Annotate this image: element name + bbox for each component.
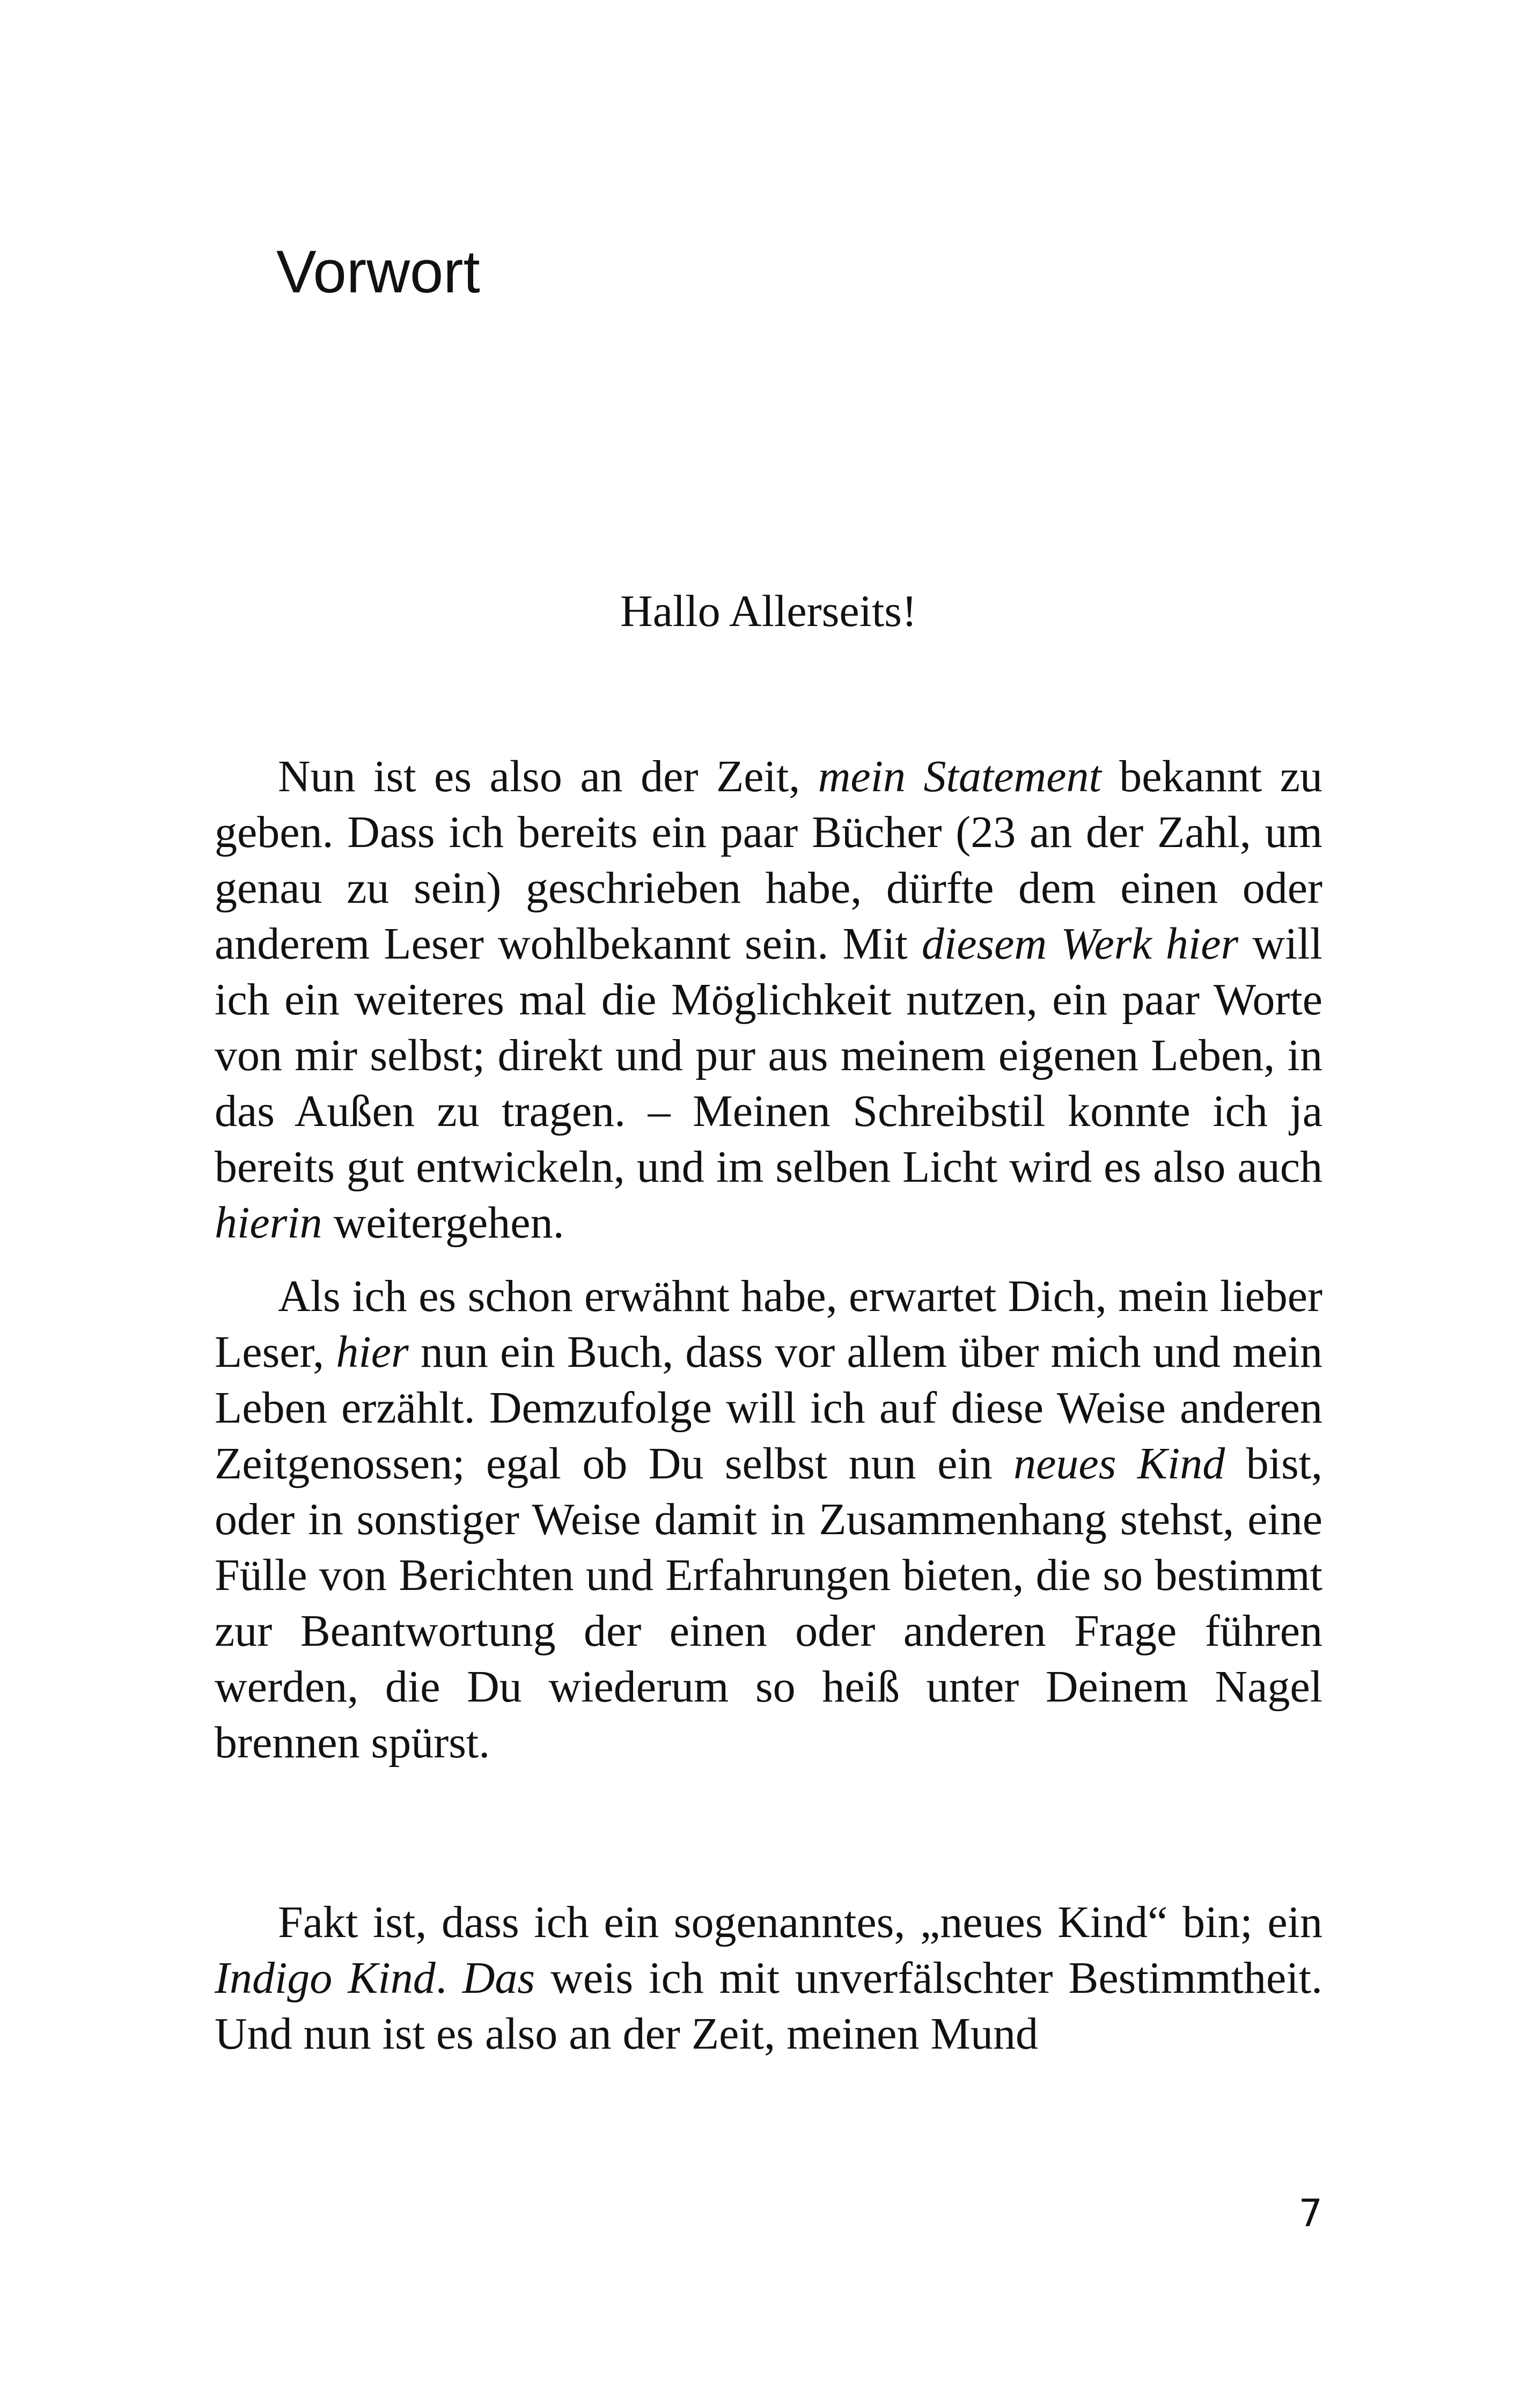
text-run: weitergehen. <box>322 1198 564 1248</box>
italic-run: hier <box>336 1327 409 1377</box>
italic-run: hierin <box>215 1198 322 1248</box>
text-run: . <box>435 1953 462 2003</box>
text-run: will ich ein weiteres mal die Möglichkeit nutzen, ein paar Worte von mir selbst; direkt und pur aus meinem eigenen Leben, in das Außen zu tragen. – Meinen Schreibstil konnte ich ja bereits gut entwickeln, und im selben Licht wird es also auch <box>215 919 1322 1192</box>
body-text-upper <box>215 749 1322 1771</box>
paragraph <box>215 1269 1322 1771</box>
text-run: weis ich mit unverfälschter Bestimmtheit. Und nun ist es also an der Zeit, meinen Mund <box>215 1953 1322 2059</box>
page-number: 7 <box>1298 2191 1322 2235</box>
italic-run: diesem Werk hier <box>921 919 1239 969</box>
text-run: bekannt zu geben. Dass ich bereits ein paar Bücher (23 an der Zahl, um genau zu sein) geschrieben habe, dürfte dem einen oder anderem Leser wohlbekannt sein. Mit <box>215 752 1322 969</box>
paragraph <box>215 749 1322 1251</box>
chapter-title: Vorwort <box>276 238 480 305</box>
italic-run: mein Statement <box>818 752 1101 801</box>
italic-run: Indigo Kind <box>215 1953 436 2003</box>
text-run: bist, oder in sonstiger Weise damit in Zusammenhang stehst, eine Fülle von Berichten und Erfahrungen bieten, die so bestimmt zur Beantwortung der einen oder anderen Frage führen werden, die Du wiederum so heiß unter Deinem Nagel brennen spürst. <box>215 1439 1323 1768</box>
italic-run: neues Kind <box>1013 1439 1225 1489</box>
italic-run: Das <box>462 1953 535 2003</box>
text-run: Nun ist es also an der Zeit, <box>278 752 818 801</box>
text-run: Als ich es schon erwähnt habe, erwartet Dich, mein lieber Leser, <box>215 1271 1322 1377</box>
body-text-lower <box>215 1895 1322 2062</box>
text-run: Fakt ist, dass ich ein sogenanntes, „neues Kind“ bin; ein <box>278 1897 1322 1947</box>
greeting-line: Hallo Allerseits! <box>620 586 917 636</box>
text-run: nun ein Buch, dass vor allem über mich und mein Leben erzählt. Demzufolge will ich auf diese Weise anderen Zeitgenossen; egal ob Du selbst nun ein <box>215 1327 1322 1489</box>
paragraph <box>215 1895 1322 2062</box>
